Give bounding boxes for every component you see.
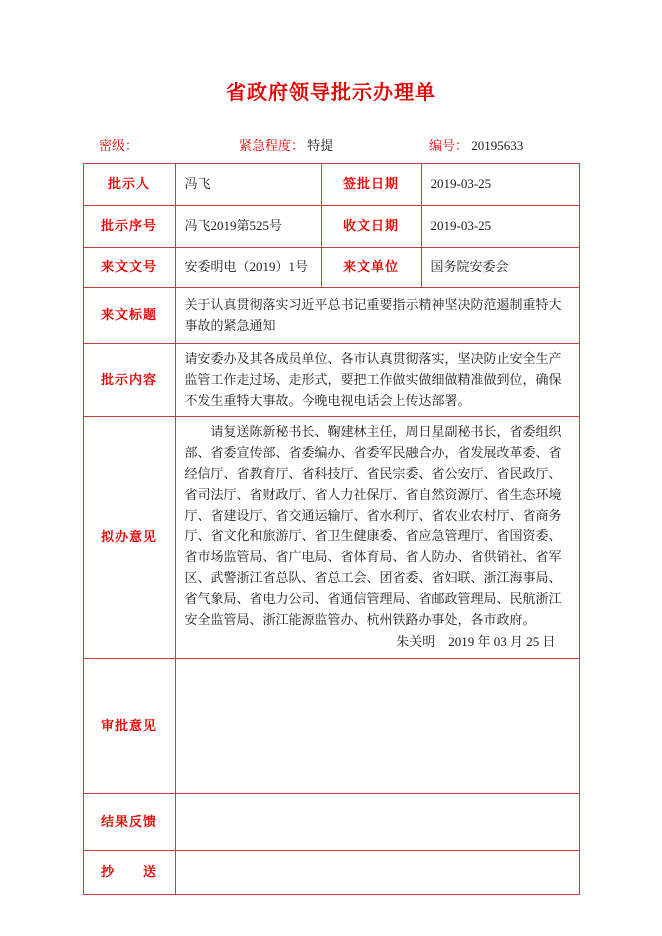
incoming-doc-no-value: 安委明电（2019）1号 (175, 248, 321, 288)
table-row-instruction-content (83, 344, 579, 417)
instruction-content-label: 批示内容 (83, 344, 175, 417)
receive-date-value: 2019-03-25 (421, 206, 579, 248)
proposed-opinion-value (175, 417, 579, 659)
result-feedback-label: 结果反馈 (83, 794, 175, 851)
incoming-title-label: 来文标题 (83, 288, 175, 344)
table-row-doc-no (83, 248, 579, 288)
table-row-incoming-title (83, 288, 579, 344)
sign-date-value: 2019-03-25 (421, 164, 579, 206)
number-value: 20195633 (471, 138, 524, 153)
incoming-title-value (175, 288, 579, 344)
instruction-content-text: 请安委办及其各成员单位、各市认真贯彻落实，坚决防止安全生产监管工作走过场、走形式，要把工作做实做细做精准做到位，确保不发生重特大事故。今晚电视电话会上传达部署。 (184, 351, 562, 408)
table-row-result-feedback (83, 794, 579, 851)
secrecy-label: 密级： (99, 138, 139, 153)
instruction-content-value (175, 344, 579, 417)
number-field (429, 135, 523, 154)
instructor-value: 冯飞 (175, 164, 321, 206)
incoming-unit-label: 来文单位 (321, 248, 421, 288)
copy-to-value (175, 851, 579, 895)
instruction-serial-value: 冯飞2019第525号 (175, 206, 321, 248)
incoming-unit-value: 国务院安委会 (421, 248, 579, 288)
secrecy-field (99, 135, 239, 154)
table-row-instructor (83, 164, 579, 206)
result-feedback-value (175, 794, 579, 851)
incoming-title-text: 关于认真贯彻落实习近平总书记重要指示精神坚决防范遏制重特大事故的紧急通知 (184, 296, 562, 333)
proposed-opinion-text: 请复送陈新秘书长、鞠建林主任，周日星副秘书长，省委组织部、省委宣传部、省委编办、省委军民融合办，省发展改革委、省经信厅、省教育厅、省科技厅、省民宗委、省公安厅、省民政厅、省司法厅、省财政厅、省人力社保厅、省自然资源厅、省生态环境厅、省建设厅、省交通运输厅、省水利厅、省农业农村厅、省商务厅、省文化和旅游厅、省卫生健康委、省应急管理厅、省国资委、省市场监管局、省广电局、省体育局、省人防办、省供销社、省军区、武警浙江省总队、省总工会、团省委、省妇联、浙江海事局、省气象局、省电力公司、省通信管理局、省邮政管理局、民航浙江安全监管局、浙江能源监管办、杭州铁路办事处，各市政府。 (184, 424, 562, 627)
receive-date-label: 收文日期 (321, 206, 421, 248)
table-row-serial (83, 206, 579, 248)
table-row-approval-opinion (83, 659, 579, 794)
instructor-label: 批示人 (83, 164, 175, 206)
incoming-doc-no-label: 来文文号 (83, 248, 175, 288)
approval-opinion-label: 审批意见 (83, 659, 175, 794)
proposed-opinion-signature: 朱关明 2019 年 03 月 25 日 (396, 634, 556, 650)
approval-opinion-value (175, 659, 579, 794)
proposed-opinion-label: 拟办意见 (83, 417, 175, 659)
urgency-value: 特提 (307, 138, 334, 153)
number-label: 编号： (429, 138, 469, 153)
table-row-proposed-opinion (83, 417, 579, 659)
form-table (83, 163, 580, 895)
urgency-field (239, 135, 429, 154)
sign-date-label: 签批日期 (321, 164, 421, 206)
instruction-serial-label: 批示序号 (83, 206, 175, 248)
table-row-copy-to (83, 851, 579, 895)
meta-row (83, 135, 579, 154)
page-title: 省政府领导批示办理单 (226, 82, 436, 104)
copy-to-label: 抄 送 (83, 851, 175, 895)
urgency-label: 紧急程度： (239, 138, 305, 153)
